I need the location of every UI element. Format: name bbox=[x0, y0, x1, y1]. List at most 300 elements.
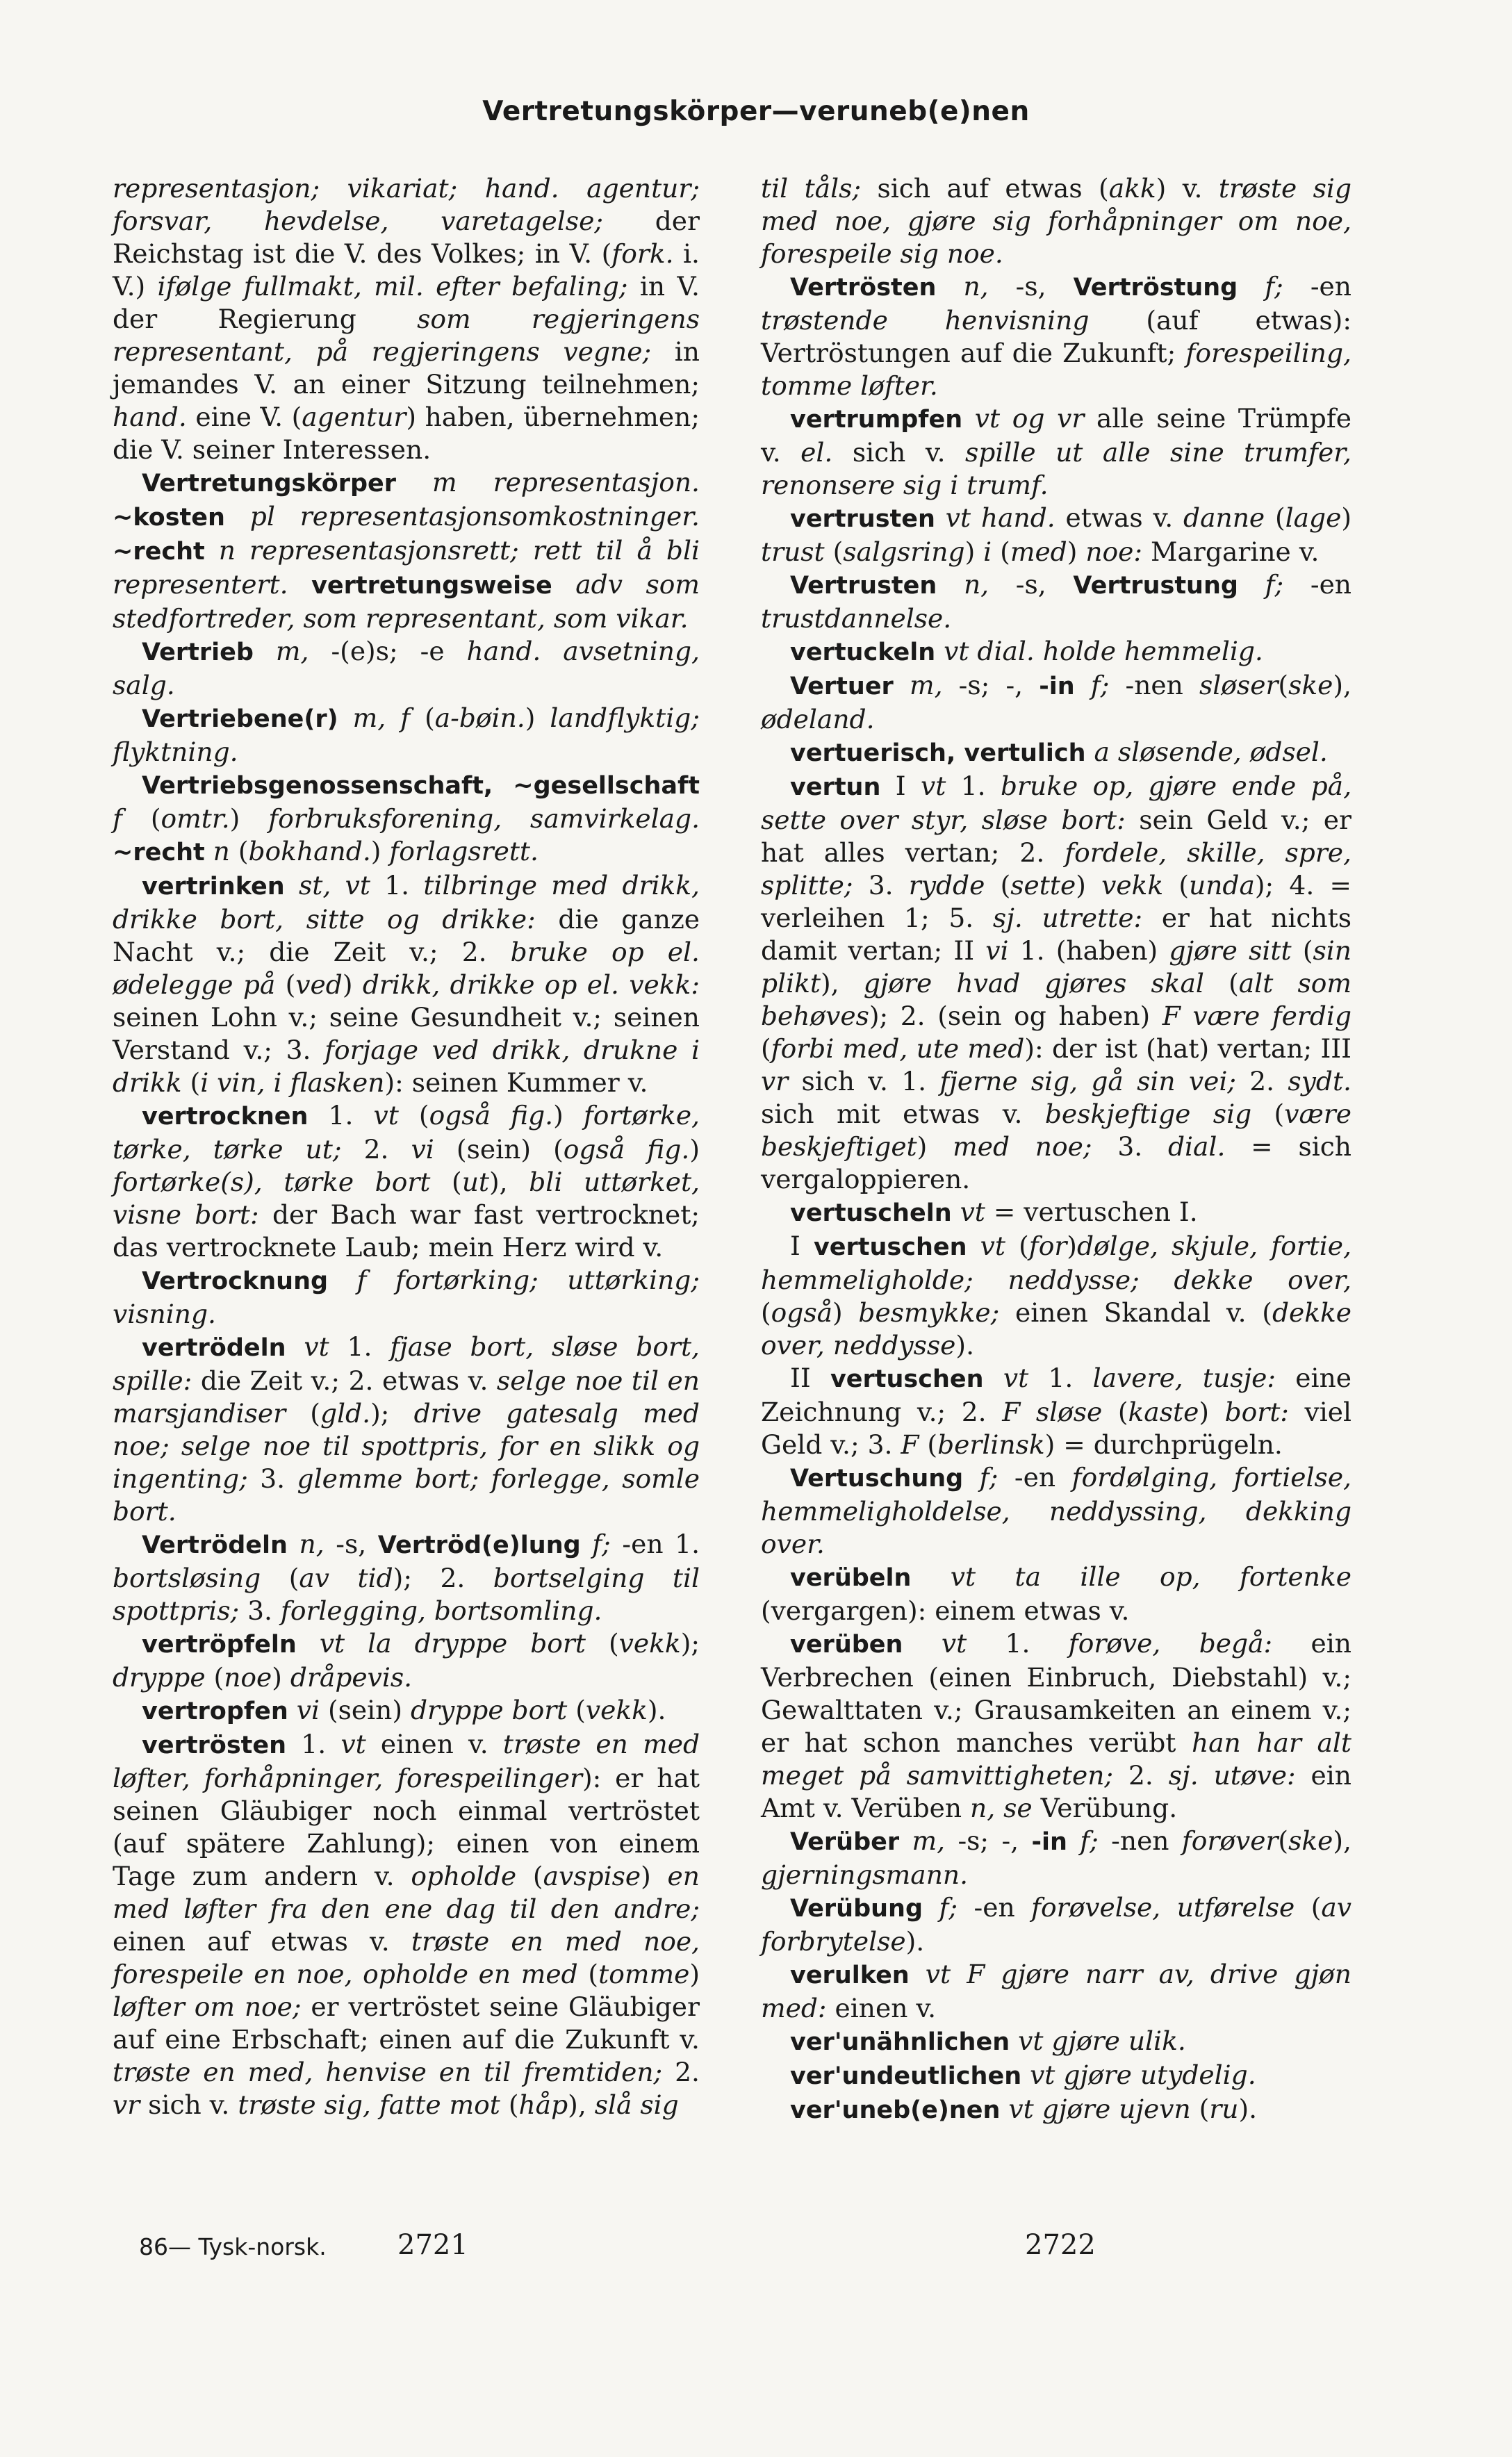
headword: ~kosten bbox=[113, 504, 225, 532]
entry-text: sich v. bbox=[140, 2089, 238, 2120]
entry-text: der Bach war fast vertrocknet; das vertrocknete Laub; mein Herz wird v. bbox=[113, 1199, 700, 1263]
entry-text: ( bbox=[824, 536, 844, 567]
headword: verübeln bbox=[790, 1564, 912, 1592]
italic-text: n bbox=[204, 836, 230, 866]
entry-text: -nen bbox=[1098, 1825, 1182, 1856]
entry-text: 3. bbox=[853, 870, 909, 901]
entry-text: ( bbox=[1005, 1231, 1029, 1261]
italic-text: bli uttørket, visne bort: bbox=[113, 1167, 700, 1230]
entry-text: ) bbox=[1076, 870, 1102, 901]
headword: ver'undeutlichen bbox=[790, 2062, 1022, 2090]
entry-text: ) bbox=[1067, 1231, 1077, 1261]
italic-text: til tåls; bbox=[761, 173, 862, 204]
entry-text: der Reichstag ist die V. des Volkes; in V. ( bbox=[113, 206, 700, 269]
entry-text: Verübung. bbox=[1032, 1793, 1178, 1823]
headword: ver'unähnlichen bbox=[790, 2028, 1010, 2056]
italic-text: forøvelse, utførelse bbox=[1031, 1892, 1295, 1923]
italic-text: besmykke; bbox=[858, 1297, 1000, 1328]
headword: verüben bbox=[790, 1631, 903, 1659]
headword: vertrumpfen bbox=[790, 406, 963, 434]
entry-text: ): der ist (hat) vertan; III bbox=[1024, 1033, 1351, 1064]
italic-text: lavere, tusje: bbox=[1092, 1363, 1276, 1393]
italic-text: bortselging til spottpris; bbox=[113, 1563, 700, 1626]
entry-text: -en bbox=[998, 1462, 1072, 1493]
italic-text: f; bbox=[580, 1529, 611, 1559]
italic-text: F bbox=[901, 1429, 919, 1460]
headword: vertropfen bbox=[142, 1698, 288, 1725]
entry-text: Margarine v. bbox=[1142, 536, 1320, 567]
entry-text: ( bbox=[516, 1861, 543, 1891]
entry-text: ) bbox=[553, 1100, 584, 1131]
entry-text: ); bbox=[680, 1628, 700, 1659]
italic-text: trustdannelse. bbox=[761, 603, 952, 634]
entry-text: 2. bbox=[1113, 1760, 1169, 1791]
italic-text: forøve, begå: bbox=[1068, 1628, 1273, 1659]
entry-text: = vertuschen I. bbox=[985, 1197, 1198, 1227]
entry-text: (sein) ( bbox=[434, 1134, 564, 1165]
italic-text: ut bbox=[461, 1167, 490, 1197]
italic-text: akk bbox=[1108, 173, 1156, 204]
italic-text: avspise bbox=[543, 1861, 641, 1891]
entry-text: in jemandes V. an einer Sitzung teilnehmen; bbox=[113, 336, 700, 400]
italic-text: selge noe til en marsjandiser bbox=[113, 1365, 700, 1429]
dictionary-entry bbox=[761, 1196, 1351, 1230]
entry-text: (sein) bbox=[320, 1695, 411, 1725]
entry-text: ( bbox=[500, 2089, 519, 2120]
italic-text: vt bbox=[373, 1100, 399, 1131]
entry-text: ( bbox=[761, 1033, 771, 1064]
dictionary-entry bbox=[113, 1627, 700, 1694]
italic-text: rydde bbox=[908, 870, 985, 901]
entry-text: ): er hat seinen Gläubiger noch einmal vertröstet (auf spätere Zahlung); einen von einem Tage zum andern v. bbox=[113, 1763, 700, 1891]
italic-text: n, se bbox=[970, 1793, 1033, 1823]
italic-text: forbruksforening, samvirkelag. bbox=[268, 803, 700, 834]
italic-text: dryppe bbox=[113, 1662, 206, 1693]
entry-text: ) bbox=[370, 836, 390, 866]
dictionary-entry bbox=[113, 869, 700, 1099]
entry-text: 1. bbox=[967, 1628, 1069, 1659]
italic-text: opholde bbox=[411, 1861, 517, 1891]
headword: Vertrösten bbox=[790, 274, 937, 302]
entry-text: = sich vergaloppieren. bbox=[761, 1131, 1351, 1194]
headword: verulken bbox=[790, 1962, 910, 1989]
italic-text: vt hand. bbox=[935, 502, 1055, 533]
italic-text: forøver bbox=[1181, 1825, 1279, 1856]
italic-text: fjase bort, sløse bort, spille: bbox=[113, 1331, 700, 1396]
headword: Vertretungskörper bbox=[142, 470, 397, 498]
italic-text: bort: bbox=[1224, 1397, 1289, 1427]
dictionary-entry bbox=[761, 1627, 1351, 1825]
headword: vertretungsweise bbox=[311, 572, 552, 600]
headword: Vertriebene(r) bbox=[142, 705, 338, 733]
italic-text: n, bbox=[287, 1529, 324, 1559]
italic-text: kaste bbox=[1128, 1397, 1199, 1427]
italic-text: være beskjeftiget bbox=[761, 1099, 1351, 1162]
entry-text: einen v. bbox=[826, 1993, 937, 2023]
italic-text: vt bbox=[951, 1197, 985, 1227]
headword: Vertuschung bbox=[790, 1465, 964, 1493]
headword: Vertuer bbox=[790, 673, 894, 700]
dictionary-entry bbox=[761, 1230, 1351, 1362]
italic-text: vekk bbox=[618, 1628, 681, 1659]
dictionary-entry bbox=[113, 466, 700, 635]
italic-text: vi bbox=[411, 1134, 434, 1165]
headword: Vertriebsgenossenschaft, ~gesellschaft bbox=[142, 772, 700, 800]
entry-text: -s; -, bbox=[942, 670, 1040, 700]
italic-text: glemme bort; forlegge, somle bort. bbox=[113, 1463, 700, 1527]
dictionary-entry bbox=[761, 770, 1351, 1196]
italic-text: slå sig bbox=[594, 2089, 679, 2120]
entry-text: ). bbox=[1238, 2094, 1258, 2124]
entry-text: 2. bbox=[662, 2057, 700, 2087]
italic-text: bortsløsing bbox=[113, 1563, 261, 1593]
entry-text: ( bbox=[1291, 935, 1313, 966]
italic-text: bokhand. bbox=[248, 836, 371, 866]
entry-text: ), bbox=[489, 1167, 529, 1197]
dictionary-entry bbox=[113, 1099, 700, 1264]
headword: Vertröd(e)lung bbox=[377, 1531, 581, 1559]
entry-text: ( bbox=[398, 1100, 429, 1131]
headword: vertuscheln bbox=[790, 1199, 952, 1227]
entry-text: ( bbox=[275, 969, 296, 1000]
headword: ~recht bbox=[113, 839, 205, 866]
italic-text: tilbringe med drikk, drikke bort, sitte og drikke: bbox=[113, 870, 700, 935]
entry-text: 1. (haben) bbox=[1008, 935, 1169, 966]
entry-text: ( bbox=[761, 1297, 771, 1328]
headword: Vertrusten bbox=[790, 572, 937, 600]
headword: vertun bbox=[790, 773, 881, 801]
italic-text: trøste sig, fatte mot bbox=[238, 2089, 500, 2120]
italic-text: forlagsrett. bbox=[389, 836, 539, 866]
dictionary-entry bbox=[761, 1825, 1351, 1891]
entry-text: ), bbox=[568, 2089, 595, 2120]
entry-text: er vertröstet seine Gläubiger auf eine Erbschaft; einen auf die Zukunft v. bbox=[113, 1991, 700, 2055]
entry-text: ( bbox=[205, 1662, 224, 1693]
entry-text: ( bbox=[1295, 1892, 1322, 1923]
entry-text: 1. bbox=[286, 1729, 341, 1759]
italic-text: forbi med, ute med bbox=[771, 1033, 1025, 1064]
italic-text: m, bbox=[253, 636, 309, 666]
entry-text: ( bbox=[577, 1959, 599, 1989]
entry-text: ( bbox=[1190, 2094, 1210, 2124]
italic-text: m representasjon. bbox=[396, 467, 700, 498]
italic-text: alt som behøves bbox=[761, 968, 1351, 1031]
headword: vertrusten bbox=[790, 505, 935, 533]
entry-text: -s, bbox=[989, 569, 1074, 600]
entry-text: ( bbox=[985, 870, 1011, 901]
italic-text: vt bbox=[286, 1331, 329, 1362]
entry-text: 1. bbox=[329, 1331, 391, 1362]
headword: vertuerisch, vertulich bbox=[790, 739, 1086, 767]
dictionary-entry bbox=[761, 568, 1351, 635]
italic-text: vr bbox=[761, 1066, 789, 1096]
dictionary-entry bbox=[761, 1958, 1351, 2025]
entry-text: (auf etwas): Vertröstungen auf die Zukunft; bbox=[761, 305, 1351, 368]
dictionary-entry bbox=[761, 172, 1351, 270]
italic-text: vi bbox=[288, 1695, 320, 1725]
entry-text: 1. bbox=[1028, 1363, 1093, 1393]
entry-text: ( bbox=[567, 1695, 586, 1725]
dictionary-entry bbox=[761, 1362, 1351, 1461]
entry-text: ) bbox=[641, 1861, 668, 1891]
italic-text: vt gjøre ulik. bbox=[1010, 2025, 1186, 2056]
dictionary-entry bbox=[113, 769, 700, 869]
dictionary-entry bbox=[761, 2025, 1351, 2059]
headword: Vertröstung bbox=[1073, 274, 1238, 302]
dictionary-entry bbox=[113, 1331, 700, 1528]
entry-text: 3. bbox=[239, 1595, 281, 1626]
italic-text: omtr. bbox=[161, 803, 230, 834]
entry-text: ). bbox=[905, 1926, 925, 1957]
entry-text: ( bbox=[1163, 870, 1189, 901]
italic-text: fork. bbox=[611, 238, 674, 269]
entry-text: eine V. ( bbox=[186, 402, 302, 432]
dictionary-entry bbox=[761, 736, 1351, 770]
italic-text: m, bbox=[899, 1825, 946, 1856]
italic-text: gjøre hvad gjøres skal bbox=[863, 968, 1204, 999]
italic-text: for bbox=[1028, 1231, 1067, 1261]
italic-text: gld. bbox=[320, 1398, 371, 1429]
right-page-number: 2722 bbox=[1025, 2229, 1096, 2261]
italic-text: ske bbox=[1288, 670, 1333, 700]
entry-text: ( bbox=[1278, 1825, 1289, 1856]
italic-text: ifølge fullmakt, mil. efter befaling; bbox=[157, 271, 628, 302]
headword: -in bbox=[1031, 1828, 1067, 1856]
headword: vertrinken bbox=[142, 873, 285, 901]
headword: vertröpfeln bbox=[142, 1631, 297, 1659]
entry-text: ( bbox=[1102, 1397, 1128, 1427]
dictionary-entry bbox=[761, 1561, 1351, 1627]
entry-text: ) bbox=[832, 1297, 859, 1328]
italic-text: f fortørking; uttørking; visning. bbox=[113, 1265, 700, 1329]
italic-text: bruke op el. ødelegge på bbox=[113, 937, 700, 1000]
italic-text: med noe; bbox=[953, 1131, 1092, 1162]
italic-text: vt F gjøre narr av, drive gjøn med: bbox=[761, 1959, 1351, 2023]
italic-text: f; bbox=[963, 1462, 999, 1493]
italic-text: løfter om noe; bbox=[113, 1991, 302, 2022]
entry-text bbox=[288, 569, 312, 600]
italic-text: som regjeringens representant, på regjeringens vegne; bbox=[113, 304, 700, 367]
dictionary-entry bbox=[113, 172, 700, 466]
italic-text: fortørke, tørke, tørke ut; bbox=[113, 1100, 700, 1165]
italic-text: lage bbox=[1285, 502, 1342, 533]
entry-text: 2. bbox=[341, 1134, 411, 1165]
italic-text: a-bøin. bbox=[434, 702, 525, 733]
entry-text: I bbox=[880, 771, 921, 801]
italic-text: vt bbox=[983, 1363, 1029, 1393]
dictionary-entry bbox=[113, 1694, 700, 1728]
entry-text: ( bbox=[122, 803, 161, 834]
italic-text: F sløse bbox=[1002, 1397, 1103, 1427]
italic-text: n, bbox=[937, 569, 989, 600]
italic-text: vi bbox=[985, 935, 1009, 966]
italic-text: vt dial. holde hemmelig. bbox=[935, 636, 1263, 666]
italic-text: el. bbox=[800, 437, 833, 468]
italic-text: dråpevis. bbox=[290, 1662, 413, 1693]
italic-text: vt gjøre ujevn bbox=[1000, 2094, 1191, 2124]
italic-text: vt bbox=[340, 1729, 366, 1759]
entry-text: er hat nichts damit vertan; II bbox=[761, 903, 1351, 966]
entry-text: ) bbox=[1199, 1397, 1225, 1427]
italic-text: sløser bbox=[1199, 670, 1279, 700]
italic-text: også fig. bbox=[563, 1134, 690, 1165]
dictionary-entry bbox=[761, 2093, 1351, 2127]
entry-text: ( bbox=[181, 1067, 201, 1098]
italic-text: også bbox=[771, 1297, 833, 1328]
entry-text: -en 1. bbox=[610, 1529, 700, 1559]
italic-text: landflyktig; flyktning. bbox=[113, 702, 700, 767]
italic-text: vt la dryppe bort bbox=[296, 1628, 586, 1659]
italic-text: vt ta ille op, fortenke bbox=[911, 1561, 1351, 1592]
italic-text: m, bbox=[893, 670, 943, 700]
italic-text: hand. bbox=[113, 402, 187, 432]
italic-text: vr bbox=[113, 2089, 140, 2120]
dictionary-entry bbox=[113, 1264, 700, 1331]
entry-text: ). bbox=[955, 1330, 975, 1361]
entry-text: ) bbox=[1341, 502, 1351, 533]
italic-text: med bbox=[1010, 536, 1067, 567]
italic-text: vekk bbox=[1101, 870, 1164, 901]
italic-text: noe bbox=[224, 1662, 272, 1693]
headword: vertrösten bbox=[142, 1732, 287, 1759]
italic-text: f; bbox=[1067, 1825, 1099, 1856]
italic-text: forjage ved drikk, drukne i drikk bbox=[113, 1035, 700, 1098]
entry-text: ( bbox=[992, 536, 1010, 567]
italic-text: dryppe bort bbox=[410, 1695, 568, 1725]
headword: vertrödeln bbox=[142, 1334, 286, 1362]
headword: vertuschen bbox=[813, 1233, 967, 1261]
dictionary-entry bbox=[761, 402, 1351, 502]
italic-text: dial. bbox=[1167, 1131, 1226, 1162]
entry-text: sich v. 1. bbox=[788, 1066, 940, 1096]
entry-text: die ganze Nacht v.; die Zeit v.; 2. bbox=[113, 904, 700, 967]
headword: vertuckeln bbox=[790, 639, 936, 666]
entry-text: 2. bbox=[1236, 1066, 1288, 1096]
entry-text: 3. bbox=[1092, 1131, 1168, 1162]
dictionary-entry bbox=[113, 1528, 700, 1627]
italic-text: ru bbox=[1209, 2094, 1239, 2124]
entry-text: ) bbox=[525, 702, 550, 733]
headword: Vertrieb bbox=[142, 639, 254, 666]
italic-text: trøste sig med noe, gjøre sig forhåpninger om noe, forespeile sig noe. bbox=[761, 173, 1352, 269]
dictionary-entry bbox=[761, 502, 1351, 568]
entry-text: ): seinen Kummer v. bbox=[384, 1067, 648, 1098]
entry-text: ) = durchprügeln. bbox=[1044, 1429, 1283, 1460]
entry-text: ( bbox=[1203, 968, 1239, 999]
italic-text: f; bbox=[1074, 670, 1110, 700]
italic-text: trøste en med noe, forespeile en noe, opholde en med bbox=[113, 1926, 700, 1989]
dictionary-entry bbox=[761, 1891, 1351, 1958]
entry-text: viel Geld v.; 3. bbox=[761, 1397, 1352, 1460]
headword: vertrocknen bbox=[142, 1103, 309, 1131]
italic-text: fordele, skille, spre, splitte; bbox=[761, 837, 1351, 901]
entry-text: einen auf etwas v. bbox=[113, 1926, 411, 1957]
entry-text: 3. bbox=[247, 1463, 297, 1494]
italic-text: tomme bbox=[598, 1959, 690, 1989]
entry-text: -nen bbox=[1109, 670, 1199, 700]
entry-text: ), bbox=[1333, 1825, 1351, 1856]
italic-text: sette bbox=[1010, 870, 1076, 901]
entry-text: ( bbox=[229, 836, 249, 866]
italic-text: av forbrytelse bbox=[761, 1892, 1352, 1957]
entry-text: -(e)s; -e bbox=[309, 636, 467, 666]
entry-text: ( bbox=[410, 702, 435, 733]
entry-text: in V. der Regierung bbox=[113, 271, 700, 334]
italic-text: fortørke(s), tørke bort bbox=[113, 1167, 431, 1197]
headword: Verübung bbox=[790, 1895, 923, 1923]
entry-text: ( bbox=[1251, 1099, 1285, 1129]
headword: vertuschen bbox=[830, 1365, 984, 1393]
italic-text: st, vt bbox=[284, 870, 370, 901]
entry-text: sich v. bbox=[832, 437, 965, 468]
italic-text: hand. avsetning, salg. bbox=[113, 636, 700, 700]
italic-text: F være ferdig bbox=[1162, 1001, 1351, 1031]
italic-text: drikk, drikke op el. vekk: bbox=[362, 969, 700, 1000]
dictionary-entry bbox=[113, 1728, 700, 2121]
entry-text: einen v. bbox=[365, 1729, 503, 1759]
italic-text: drive gatesalg med noe; selge noe til spottpris, for en slikk og ingenting; bbox=[113, 1398, 700, 1494]
entry-text: ) bbox=[1067, 536, 1086, 567]
italic-text: fordølging, fortielse, hemmeligholdelse, neddyssing, dekking over. bbox=[761, 1462, 1351, 1559]
entry-text: ); 2. bbox=[393, 1563, 493, 1593]
italic-text: vt bbox=[921, 771, 946, 801]
entry-text: ) bbox=[272, 1662, 290, 1693]
italic-text: vt bbox=[967, 1231, 1006, 1261]
italic-text: a sløsende, ødsel. bbox=[1085, 737, 1328, 767]
italic-text: sin plikt bbox=[761, 935, 1351, 999]
dictionary-entry bbox=[761, 1461, 1351, 1561]
entry-text: ) bbox=[917, 1131, 953, 1162]
dictionary-entry bbox=[113, 702, 700, 769]
italic-text: en med løfter fra den ene dag til den andre; bbox=[113, 1861, 700, 1924]
headword: Verüber bbox=[790, 1828, 900, 1856]
italic-text: trøste en med løfter, forhåpninger, forespeilinger bbox=[113, 1729, 700, 1793]
italic-text: f bbox=[113, 803, 122, 834]
dictionary-entry bbox=[761, 270, 1351, 402]
italic-text: spille ut alle sine trumfer, renonsere sig i trumf. bbox=[761, 437, 1351, 500]
entry-text: ) bbox=[342, 969, 363, 1000]
entry-text: ) bbox=[689, 1959, 700, 1989]
italic-text: vt gjøre utydelig. bbox=[1021, 2060, 1256, 2090]
entry-text: die Zeit v.; 2. etwas v. bbox=[192, 1365, 497, 1396]
entry-text: ). bbox=[647, 1695, 666, 1725]
italic-text: gjøre sitt bbox=[1169, 935, 1292, 966]
headword: Vertrocknung bbox=[142, 1267, 329, 1295]
entry-text: i. V.) bbox=[113, 238, 700, 302]
italic-text: også fig. bbox=[429, 1100, 554, 1131]
entry-text: ), bbox=[1333, 670, 1351, 700]
italic-text: sydt. bbox=[1288, 1066, 1351, 1096]
italic-text: sj. utøve: bbox=[1168, 1760, 1296, 1791]
entry-text: -en bbox=[1283, 569, 1352, 600]
headword: -in bbox=[1039, 673, 1075, 700]
entry-text: ( bbox=[1265, 502, 1285, 533]
dictionary-entry bbox=[113, 635, 700, 702]
headword: Vertrödeln bbox=[142, 1531, 288, 1559]
italic-text: n representasjonsrett; rett til å bli representert. bbox=[113, 535, 700, 600]
entry-text: ) bbox=[689, 1134, 700, 1165]
entry-text: II bbox=[790, 1363, 830, 1393]
entry-text: ) haben, übernehmen; die V. seiner Interessen. bbox=[113, 402, 700, 465]
italic-text: trøstende henvisning bbox=[761, 305, 1090, 336]
italic-text: gjerningsmann. bbox=[761, 1859, 969, 1890]
headword: Vertrustung bbox=[1073, 572, 1238, 600]
entry-text: sich auf etwas ( bbox=[861, 173, 1109, 204]
entry-text: ein Verbrechen (einen Einbruch, Diebstahl) v.; Gewalttaten v.; Grausamkeiten an einem v.; er hat schon manches verübt bbox=[761, 1628, 1351, 1758]
headword: ver'uneb(e)nen bbox=[790, 2096, 1001, 2124]
dictionary-entry bbox=[761, 635, 1351, 669]
entry-text: 1. bbox=[946, 771, 1001, 801]
